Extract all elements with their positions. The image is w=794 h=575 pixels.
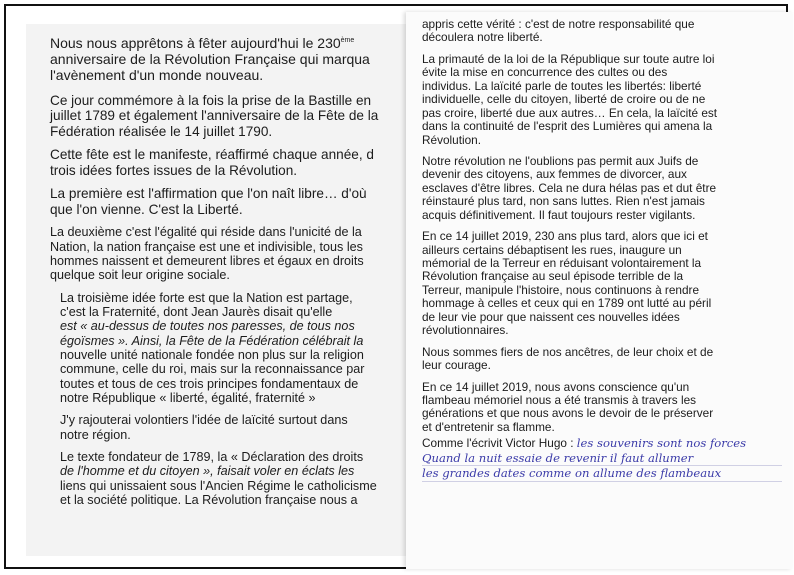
left-para-5: La deuxième c'est l'égalité qui réside dans l'unicité de la Nation, la nation française est une et indivisible, tous les hommes naissent et demeurent libres et égaux en droits quelque soit leur origine sociale. [50,225,364,283]
left-para-7: J'y rajouterai volontiers l'idée de laïcité surtout dans notre région. [60,413,348,442]
document-frame [4,4,788,569]
right-para-1: appris cette vérité : c'est de notre responsabilité que découlera notre liberté. [422,17,695,45]
right-para-4: En ce 14 juillet 2019, 230 ans plus tard, alors que ici et ailleurs certains débaptisent les rues, inaugure un mémorial de la Terreur en réduisant volontairement la Révolution française au seul épisode terrible de la Terreur, manipule l'histoire, nous continuons à rendre hommage à celles et ceux qui en 1789 ont lutté au péril de leur vie pour que naissent ces nouvelles idées révolutionnaires. [422,229,712,338]
left-para-4: La première est l'affirmation que l'on naît libre… d'où que l'on vienne. C'est la Liberté. [50,186,367,217]
handwritten-line-1: les souvenirs sont nos forces [576,436,747,451]
right-para-2: La primauté de la loi de la République sur toute autre loi évite la mise en concurrence des cultes ou des individus. La laïcité parle de toutes les libertés: liberté individuelle, celle du citoyen, liberté de croire ou de ne pas croire, liberté due aux autres… En cela, la laïcité est dans la continuité de l'esprit des Lumières qui amena la Révolution. [422,51,718,147]
left-para-3: Cette fête est le manifeste, réaffirmé chaque année, d trois idées fortes issues de la Révolution. [50,147,374,178]
left-para-6: La troisième idée forte est que la Nation est partage, c'est la Fraternité, dont Jean Jaurès disait qu'elle est « au-dessus de toutes nos paresses, de tous nos égoïsmes ». Ainsi, la Fête de la Fédération célébrait la nouvelle unité nationale fondée non plus sur la religion commune, celle du roi, mais sur la reconnaissance par toutes et tous de ces trois principes fondamentaux de notre République « liberté, égalité, fraternité » [60,290,365,406]
right-page [406,12,792,569]
left-page [26,24,408,556]
right-para-5: Nous sommes fiers de nos ancêtres, de leur choix et de leur courage. [422,344,714,373]
handwritten-line-3: les grandes dates comme on allume des flambeaux [422,466,782,481]
right-para-6: En ce 14 juillet 2019, nous avons conscience qu'un flambeau mémoriel nous a été transmis à travers les générations et que nous avons le devoir de le préserver et d'entretenir sa flamme. [422,379,714,434]
handwritten-line-2: Quand la nuit essaie de revenir il faut allumer [422,451,782,466]
handwritten-quote [422,451,782,482]
left-para-2: Ce jour commémore à la fois la prise de la Bastille en juillet 1789 et également l'anniversaire de la Fête de la Fédération réalisée le 14 juillet 1790. [50,92,379,139]
left-para-8: Le texte fondateur de 1789, la « Déclaration des droits de l'homme et du citoyen », faisait voler en éclats les liens qui unissaient sous l'Ancien Régime le catholicisme et la société politique. La Révolution française nous a [60,450,377,508]
left-para-1: Nous nous apprêtons à fêter aujourd'hui le 230ème anniversaire de la Révolution Française qui marqua l'avènement d'un monde nouveau. [50,35,370,83]
quote-intro: Comme l'écrivit Victor Hugo : les souvenirs sont nos forces [422,436,747,451]
right-para-3: Notre révolution ne l'oublions pas permit aux Juifs de devenir des citoyens, aux femmes de divorcer, aux esclaves d'être libres. Cela ne dura hélas pas et dut être réinstauré plus tard, non sans luttes. Rien n'est jamais acquis définitivement. Il faut toujours rester vigilants. [422,153,717,222]
